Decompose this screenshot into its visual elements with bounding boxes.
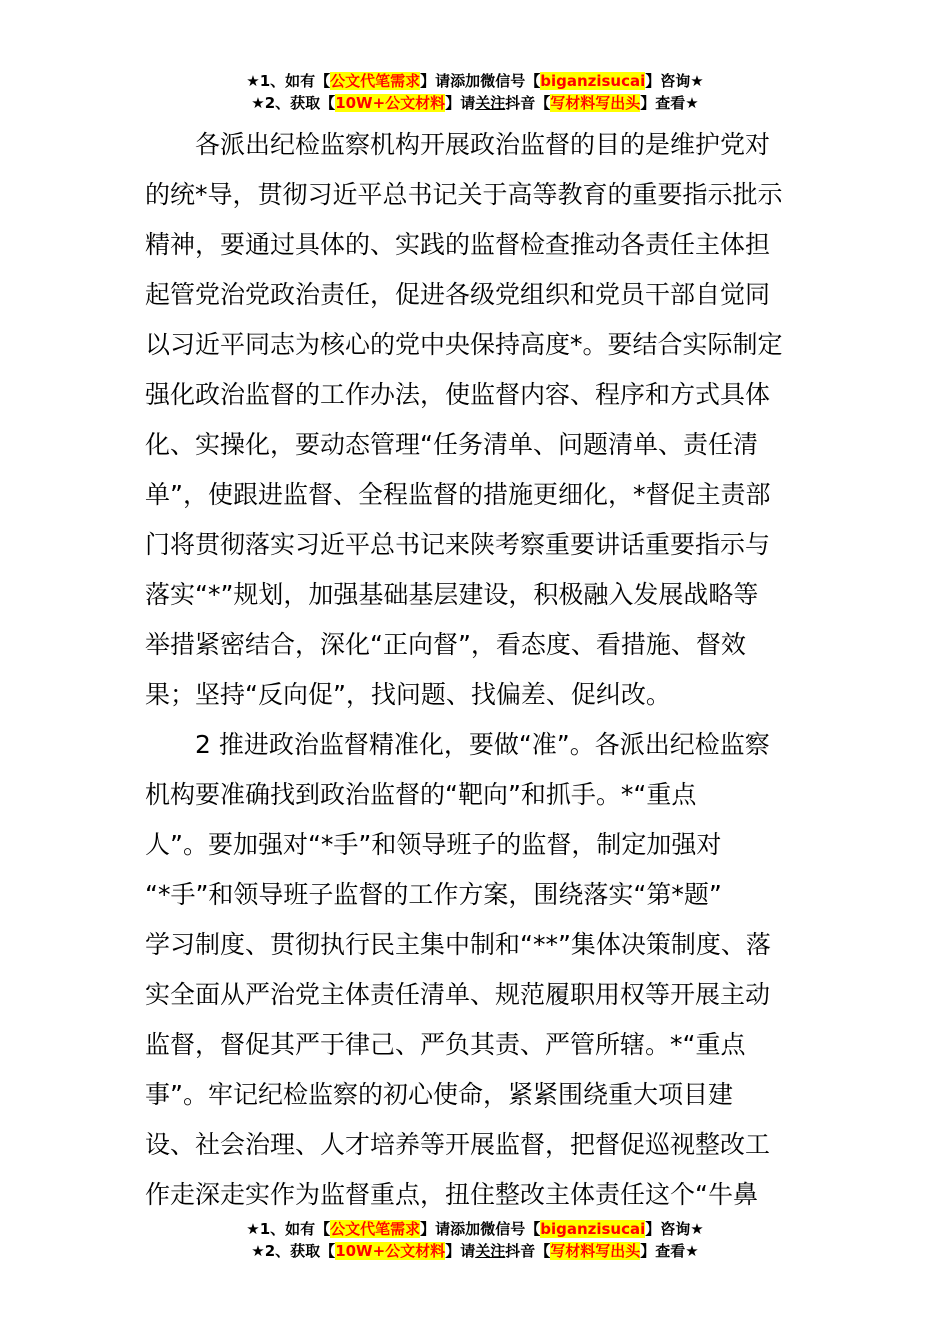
banner-highlight: 写材料写出头 [550, 94, 641, 112]
text-line: 2 推进政治监督精准化，要做“准”。各派出纪检监察 [195, 730, 770, 759]
text-line: “*手”和领导班子监督的工作方案，围绕落实“第*题” [145, 880, 722, 909]
text-line: 门将贯彻落实习近平总书记来陕考察重要讲话重要指示与 [145, 530, 771, 559]
banner-text: 抖音【 [505, 94, 551, 112]
banner-text: 】咨询★ [645, 72, 704, 90]
banner-text: 】请 [445, 94, 476, 112]
banner-highlight: 写材料写出头 [550, 1242, 641, 1260]
banner-text: 】请 [445, 1242, 476, 1260]
banner-highlight: 公文代笔需求 [330, 1220, 421, 1238]
banner-underlined: 关注 [475, 1242, 506, 1260]
banner-text: 】查看★ [640, 1242, 699, 1260]
text-line: 化、实操化，要动态管理“任务清单、问题清单、责任清 [145, 430, 758, 459]
text-line: 举措紧密结合，深化“正向督”，看态度、看措施、督效 [145, 630, 746, 659]
text-line: 以习近平同志为核心的党中央保持高度*。要结合实际制定 [145, 330, 783, 359]
banner-highlight: biganzisucai [540, 1220, 646, 1238]
text-line: 人”。要加强对“*手”和领导班子的监督，制定加强对 [145, 830, 722, 859]
banner-highlight: biganzisucai [540, 72, 646, 90]
text-line: 落实“*”规划，加强基础基层建设，积极融入发展战略等 [145, 580, 759, 609]
text-line: 强化政治监督的工作办法，使监督内容、程序和方式具体 [145, 380, 771, 409]
banner-highlight: 公文代笔需求 [330, 72, 421, 90]
paragraph-1 [145, 120, 810, 720]
text-line: 事”。牢记纪检监察的初心使命，紧紧围绕重大项目建 [145, 1080, 733, 1109]
document-body [145, 120, 810, 1220]
text-line: 单”，使跟进监督、全程监督的措施更细化，*督促主责部 [145, 480, 771, 509]
banner-text: ★2、获取【 [251, 94, 336, 112]
text-line: 作走深走实作为监督重点，扭住整改主体责任这个“牛鼻 [145, 1180, 758, 1209]
text-line: 机构要准确找到政治监督的“靶向”和抓手。*“重点 [145, 780, 697, 809]
banner-text: 微信号【 [480, 72, 541, 90]
text-line: 学习制度、贯彻执行民主集中制和“**”集体决策制度、落 [145, 930, 771, 959]
banner-underlined: 关注 [475, 94, 506, 112]
banner-text: ★1、如有【 [246, 1220, 331, 1238]
banner-line-1 [0, 70, 950, 92]
text-line: 各派出纪检监察机构开展政治监督的目的是维护党对 [195, 130, 771, 159]
header-banner [0, 70, 950, 114]
banner-line-2 [0, 92, 950, 114]
text-line: 设、社会治理、人才培养等开展监督，把督促巡视整改工 [145, 1130, 771, 1159]
paragraph-2 [145, 720, 810, 1220]
banner-text: ★1、如有【 [246, 72, 331, 90]
banner-highlight: 10W+公文材料 [335, 1242, 446, 1260]
text-line: 监督，督促其严于律己、严负其责、严管所辖。*“重点 [145, 1030, 746, 1059]
text-line: 的统*导，贯彻习近平总书记关于高等教育的重要指示批示 [145, 180, 783, 209]
banner-text: ★2、获取【 [251, 1242, 336, 1260]
banner-text: 】查看★ [640, 94, 699, 112]
banner-text: 】咨询★ [645, 1220, 704, 1238]
text-line: 实全面从严治党主体责任清单、规范履职用权等开展主动 [145, 980, 771, 1009]
banner-text: 微信号【 [480, 1220, 541, 1238]
footer-banner [0, 1218, 950, 1262]
banner-highlight: 10W+公文材料 [335, 94, 446, 112]
text-line: 果；坚持“反向促”，找问题、找偏差、促纠改。 [145, 680, 671, 709]
banner-text: 抖音【 [505, 1242, 551, 1260]
banner-line-1 [0, 1218, 950, 1240]
banner-text: 】请添加 [420, 1220, 481, 1238]
text-line: 起管党治党政治责任，促进各级党组织和党员干部自觉同 [145, 280, 771, 309]
banner-line-2 [0, 1240, 950, 1262]
text-line: 精神，要通过具体的、实践的监督检查推动各责任主体担 [145, 230, 771, 259]
banner-text: 】请添加 [420, 72, 481, 90]
